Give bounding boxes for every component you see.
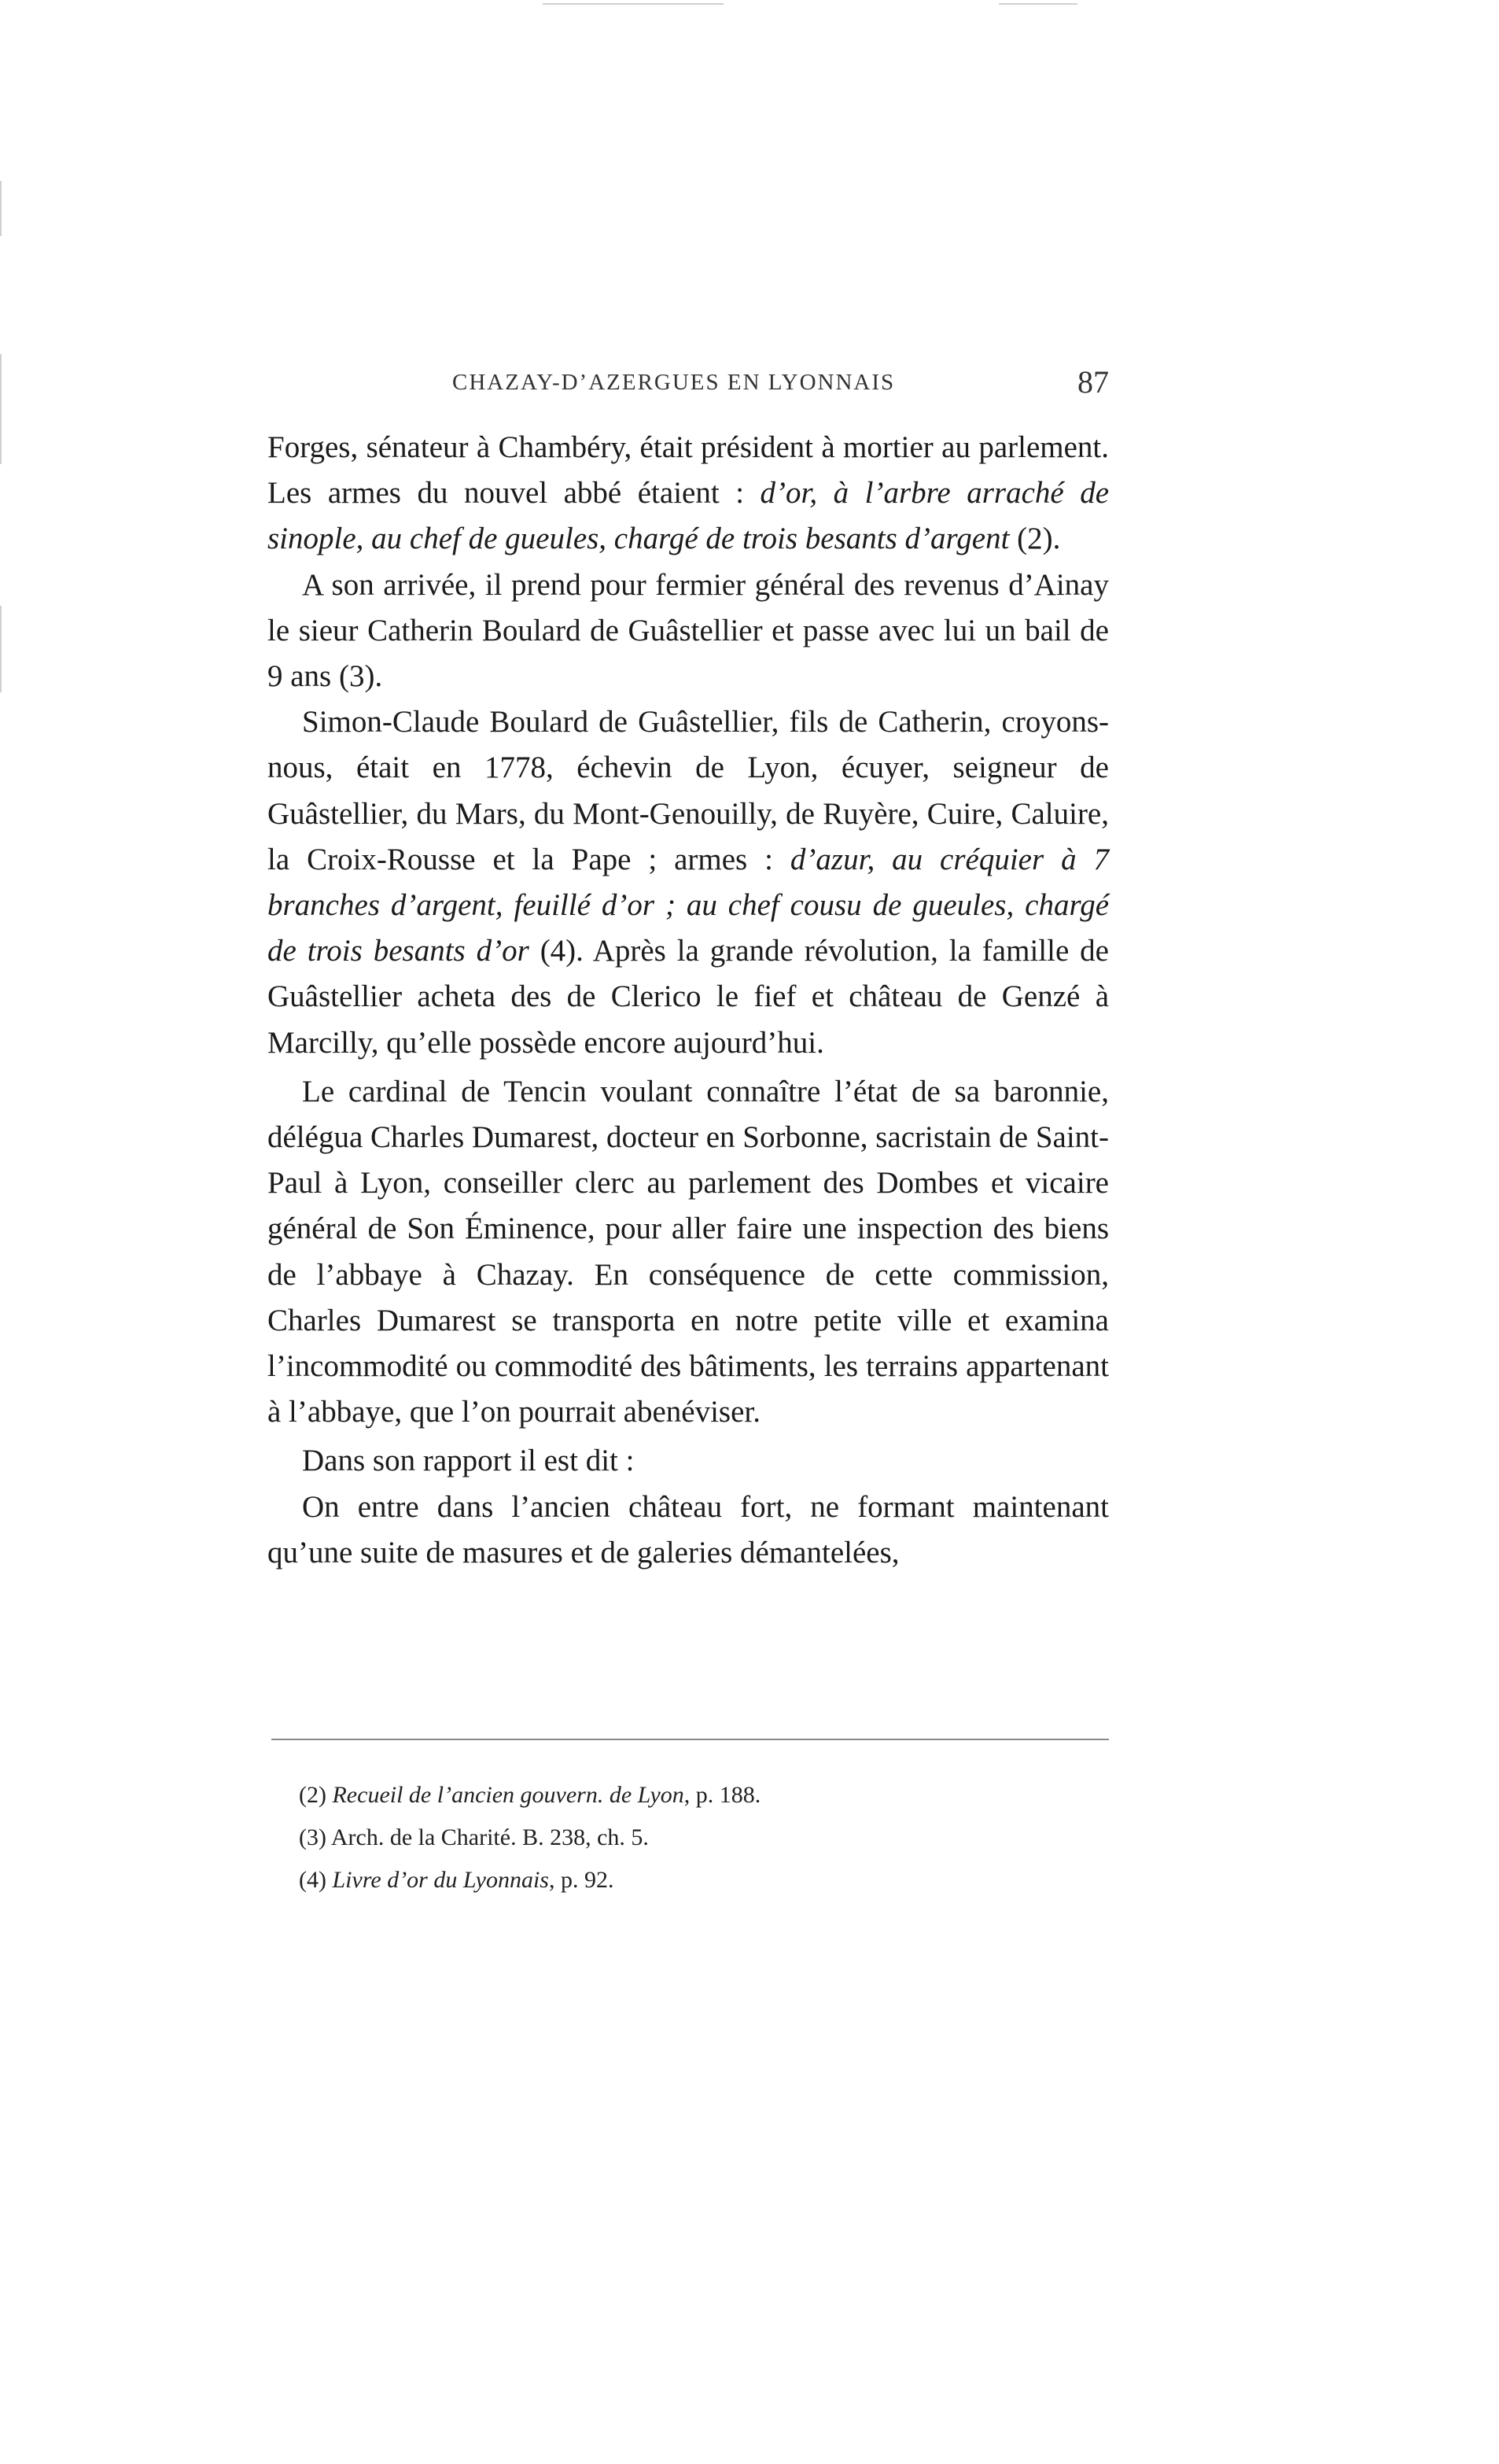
scan-mark	[543, 3, 724, 5]
paragraph-3: Simon-Claude Boulard de Guâstellier, fils de Catherin, croyons-nous, était en 1778, échevin de Lyon, écuyer, seigneur de Guâstellier, du Mars, du Mont-Genouilly, de Ruyère, Cuire, Caluire, la Croix-Rousse et la Pape ; armes : d’azur, au créquier à 7 branches d’argent, feuillé d’or ; au chef cousu de gueules, chargé de trois besants d’or (4). Après la grande révolution, la famille de Guâstellier acheta des de Clerico le fief et château de Genzé à Marcilly, qu’elle possède encore aujourd’hui.	[267, 705, 1109, 1060]
paragraph-5: Dans son rapport il est dit :	[302, 1444, 635, 1478]
footnotes	[299, 1774, 1085, 1901]
footnote-3: (3) Arch. de la Charité. B. 238, ch. 5.	[299, 1824, 649, 1850]
paragraph-4: Le cardinal de Tencin voulant connaître l’état de sa baronnie, délégua Charles Dumarest, docteur en Sorbonne, sacristain de Saint-Paul à Lyon, conseiller clerc au parlement des Dombes et vicaire général de Son Éminence, pour aller faire une inspection des biens de l’abbaye à Chazay. En conséquence de cette commission, Charles Dumarest se transporta en notre petite ville et examina l’incommodité ou commodité des bâtiments, les terrains appartenant à l’abbaye, que l’on pourrait abenéviser.	[267, 1074, 1110, 1429]
paragraph-6: On entre dans l’ancien château fort, ne formant maintenant qu’une suite de masures et de galeries démantelées,	[267, 1489, 1109, 1570]
scan-mark	[0, 354, 2, 464]
footnote-2: (2) Recueil de l’ancien gouvern. de Lyon, p. 188.	[299, 1782, 761, 1808]
footnote-rule	[271, 1739, 1109, 1740]
blazon-abbe: d’or, à l’arbre arraché de sinople, au chef de gueules, chargé de trois besants d’argent	[267, 476, 1110, 556]
page-number: 87	[1077, 364, 1109, 400]
running-head	[267, 364, 1109, 408]
body-text	[267, 425, 1109, 1576]
running-title: CHAZAY-D’AZERGUES EN LYONNAIS	[452, 370, 896, 395]
scan-mark	[0, 606, 2, 692]
paragraph-1: Forges, sénateur à Chambéry, était président à mortier au parlement. Les armes du nouvel abbé étaient : d’or, à l’arbre arraché de sinople, au chef de gueules, chargé de trois besants d’argent (2).	[267, 430, 1110, 556]
paragraph-2: A son arrivée, il prend pour fermier général des revenus d’Ainay le sieur Catherin Boulard de Guâstellier et passe avec lui un bail de 9 ans (3).	[267, 567, 1109, 694]
blazon-boulard: d’azur, au créquier à 7 branches d’argent, feuillé d’or ; au chef cousu de gueules, chargé de trois besants d’or	[267, 842, 1109, 968]
scan-mark	[999, 3, 1077, 5]
scan-mark	[0, 181, 2, 236]
footnote-4: (4) Livre d’or du Lyonnais, p. 92.	[299, 1867, 614, 1893]
